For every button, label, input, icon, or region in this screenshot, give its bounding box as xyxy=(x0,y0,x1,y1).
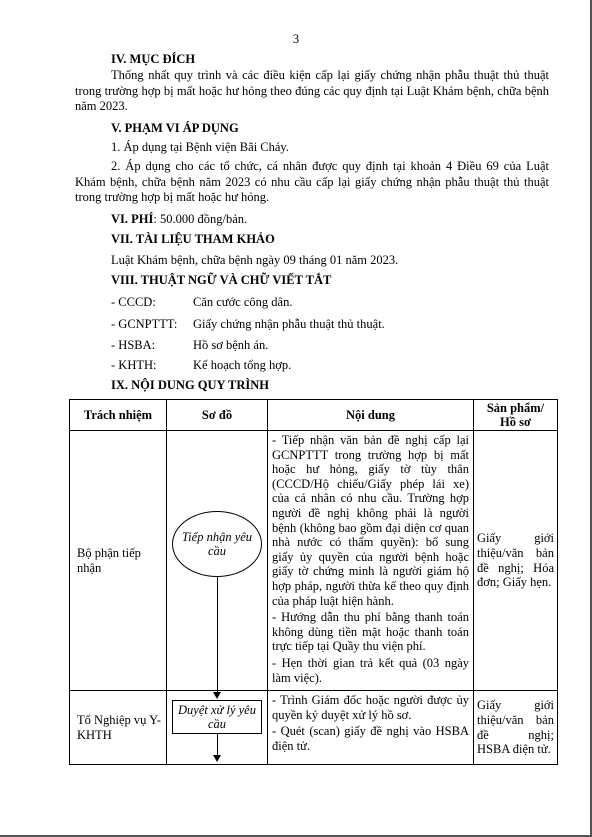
abbr-term: - KHTH: xyxy=(111,358,157,372)
header-responsibility: Trách nhiệm xyxy=(70,400,167,431)
flow-connector xyxy=(217,734,218,756)
row-content xyxy=(268,691,474,765)
arrow-down-icon xyxy=(213,692,221,699)
table-row xyxy=(70,431,558,691)
flow-connector xyxy=(217,577,218,692)
section-6 xyxy=(111,212,247,227)
header-diagram: Sơ đồ xyxy=(167,400,268,431)
row-responsibility: Bộ phận tiếp nhận xyxy=(70,431,167,691)
page-number: 3 xyxy=(292,32,300,46)
section-7-title: VII. TÀI LIỆU THAM KHẢO xyxy=(111,232,275,246)
content-paragraph: - Hướng dẫn thu phí bằng thanh toán không dùng tiền mặt hoặc thanh toán trực tiếp tại Quầy thu viện phí. xyxy=(272,610,469,654)
section-6-value: : 50.000 đồng/bản. xyxy=(153,212,248,226)
section-9-title: IX. NỘI DUNG QUY TRÌNH xyxy=(111,378,270,392)
section-5-title: V. PHẠM VI ÁP DỤNG xyxy=(111,121,239,135)
header-product-line-1: Sản phẩm/ xyxy=(486,401,545,415)
section-4-title: IV. MỤC ĐÍCH xyxy=(111,52,196,66)
arrow-down-icon xyxy=(213,755,221,762)
row-diagram xyxy=(167,691,268,765)
start-ellipse: Tiếp nhận yêu cầu xyxy=(172,511,262,577)
header-product-line-2: Hồ sơ xyxy=(500,415,531,429)
section-8-title: VIII. THUẬT NGỮ VÀ CHỮ VIẾT TẮT xyxy=(111,273,332,287)
process-box: Duyệt xử lý yêu cầu xyxy=(172,700,262,734)
section-4-text: Thống nhất quy trình và các điều kiện cấp lại giấy chứng nhận phẫu thuật thủ thuật trong trường hợp bị mất hoặc hư hỏng theo đúng các quy định tại Luật Khám bệnh, chữa bệnh năm 2023. xyxy=(75,68,549,113)
header-product xyxy=(474,400,558,431)
abbr-meaning: Giấy chứng nhận phẫu thuật thủ thuật. xyxy=(193,317,385,331)
row-product: Giấy giới thiệu/văn bản đề nghị; Hóa đơn; Giấy hẹn. xyxy=(474,431,558,691)
content-paragraph: - Tiếp nhận văn bản đề nghị cấp lại GCNPTTT trong trường hợp bị mất hoặc hư hỏng, giấy tờ tùy thân (CCCD/Hộ chiếu/Giấy phép lái xe) của cá nhân có nhu cầu. Trường hợp người đề nghị không phải là người bệnh (không bao gồm đại diện cơ quan nhà nước có thẩm quyền): bổ sung giấy ủy quyền của người bệnh hoặc giấy tờ chứng minh là người giám hộ hợp pháp, người thừa kế theo quy định của pháp luật hiện hành. xyxy=(272,433,469,608)
row-responsibility: Tổ Nghiệp vụ Y- KHTH xyxy=(70,691,167,765)
section-5-item-1: 1. Áp dụng tại Bệnh viện Bãi Cháy. xyxy=(111,140,289,154)
row-product: Giấy giới thiệu/văn bản đề nghị; HSBA điện tử. xyxy=(474,691,558,765)
abbr-meaning: Căn cước công dân. xyxy=(193,295,293,309)
content-paragraph: - Quét (scan) giấy đề nghị vào HSBA điện tử. xyxy=(272,724,469,753)
content-paragraph: - Hẹn thời gian trả kết quả (03 ngày làm việc). xyxy=(272,655,469,685)
section-6-title: VI. PHÍ xyxy=(111,212,154,226)
section-7-text: Luật Khám bệnh, chữa bệnh ngày 09 tháng 01 năm 2023. xyxy=(111,253,399,267)
procedure-table xyxy=(69,399,558,765)
header-content: Nội dung xyxy=(268,400,474,431)
row-content xyxy=(268,431,474,691)
row-diagram xyxy=(167,431,268,691)
abbr-term: - GCNPTTT: xyxy=(111,317,178,331)
section-5-item-2: 2. Áp dụng cho các tổ chức, cá nhân được quy định tại khoản 4 Điều 69 của Luật Khám bệnh, chữa bệnh năm 2023 có nhu cầu cấp lại giấy chứng nhận phẫu thuật thủ thuật trong trường hợp bị mất hoặc hư hỏng. xyxy=(75,159,549,204)
abbr-meaning: Hồ sơ bệnh án. xyxy=(193,338,269,352)
abbr-term: - HSBA: xyxy=(111,338,156,352)
table-row xyxy=(70,691,558,765)
content-paragraph: - Trình Giám đốc hoặc người được ủy quyền ký duyệt xử lý hồ sơ. xyxy=(272,693,469,722)
table-header-row xyxy=(70,400,558,431)
abbr-term: - CCCD: xyxy=(111,295,156,309)
abbr-meaning: Kế hoạch tổng hợp. xyxy=(193,358,292,372)
